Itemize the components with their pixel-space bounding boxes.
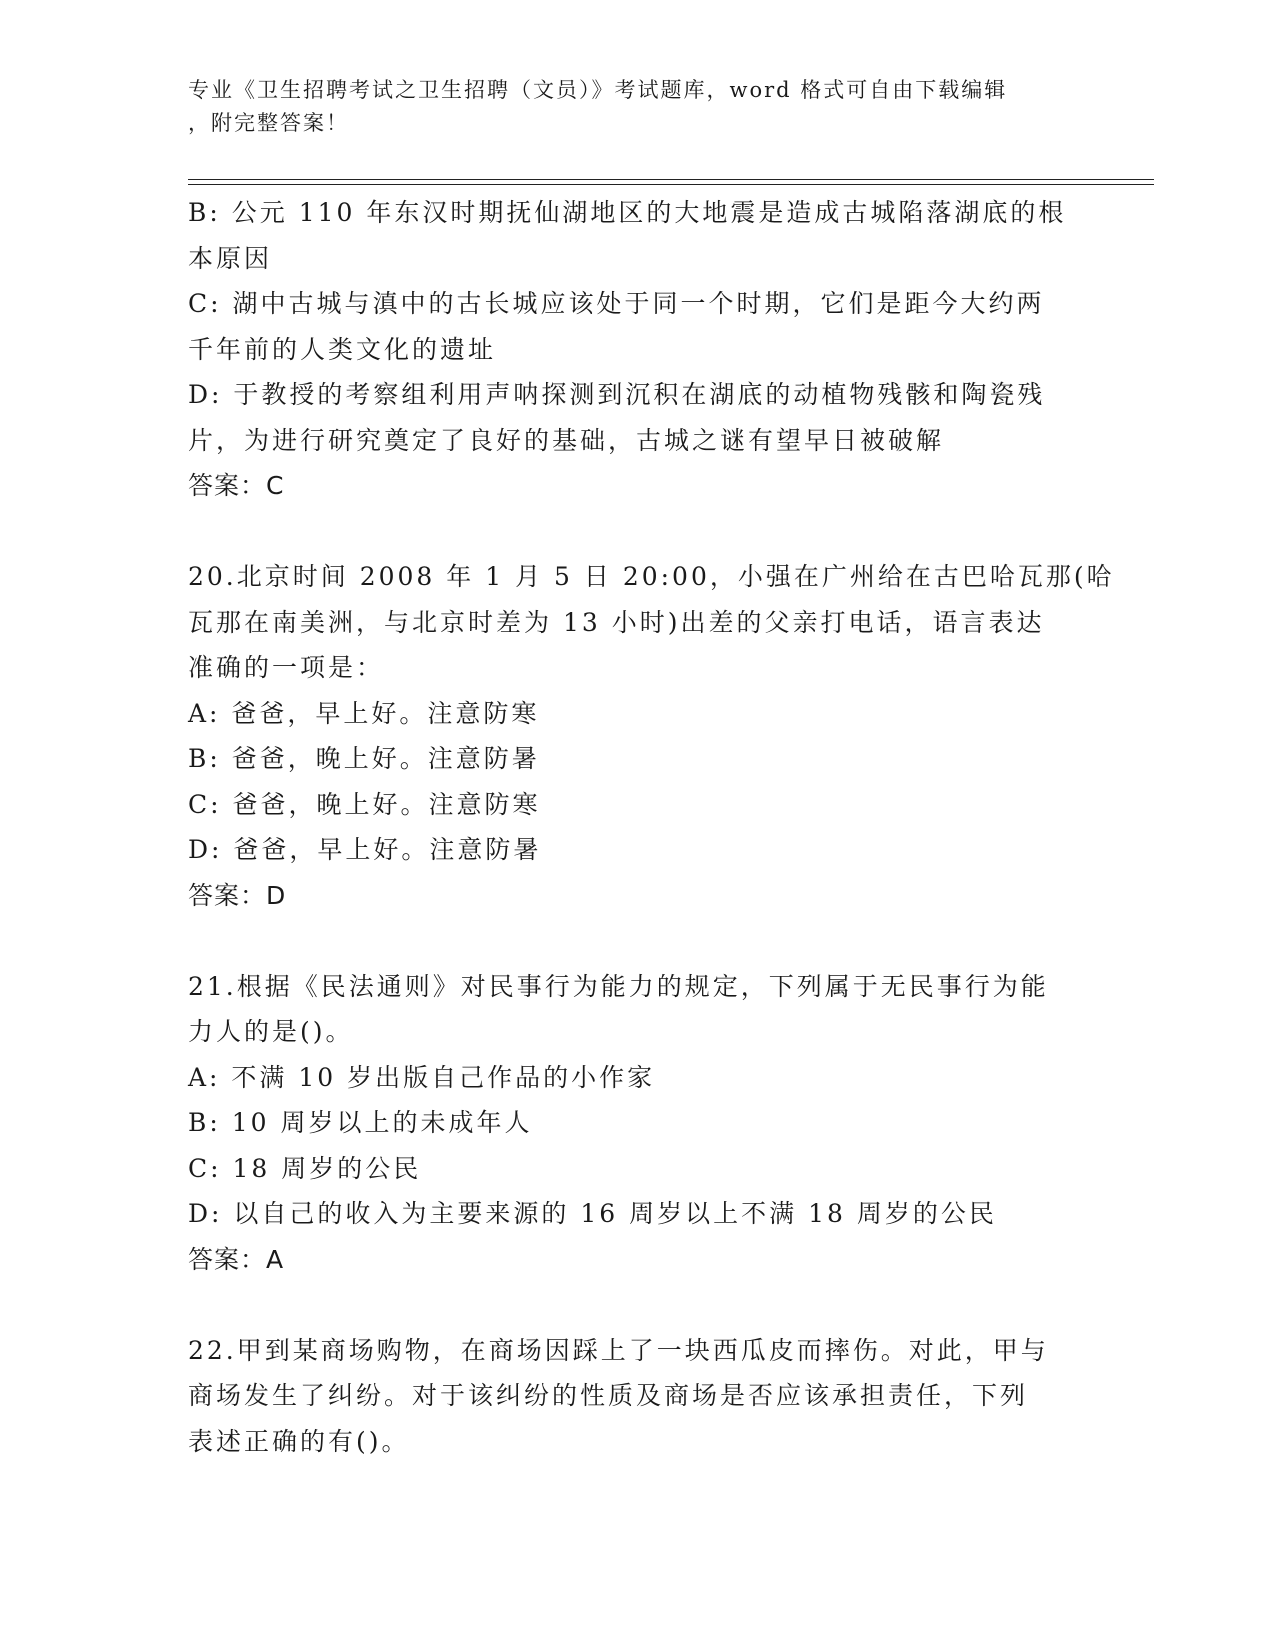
option-b: B: 10 周岁以上的未成年人: [188, 1108, 533, 1137]
question-stem-line-2: 商场发生了纠纷。对于该纠纷的性质及商场是否应该承担责任，下列: [188, 1381, 1029, 1410]
header-divider-top: [188, 179, 1154, 180]
option-d-line-1: D: 于教授的考察组利用声呐探测到沉积在湖底的动植物残骸和陶瓷残: [188, 380, 1046, 409]
question-stem-line-3: 准确的一项是：: [188, 653, 385, 682]
header-divider-bottom: [188, 184, 1154, 185]
option-c-line-2: 千年前的人类文化的遗址: [188, 334, 497, 364]
option-b-line-1: B: 公元 110 年东汉时期抚仙湖地区的大地震是造成古城陷落湖底的根: [188, 198, 1067, 227]
option-b: B: 爸爸，晚上好。注意防暑: [188, 744, 540, 773]
option-b-line-2: 本原因: [188, 243, 273, 273]
answer-line: 答案：C: [188, 471, 285, 500]
header-line-2: ，附完整答案！: [188, 111, 349, 135]
question-stem-line-1: 22.甲到某商场购物，在商场因踩上了一块西瓜皮而摔伤。对此，甲与: [188, 1335, 1049, 1365]
document-body: [188, 190, 1115, 1464]
option-a: A: 爸爸，早上好。注意防寒: [188, 698, 540, 728]
question-stem-line-2: 瓦那在南美洲，与北京时差为 13 小时)出差的父亲打电话，语言表达: [188, 607, 1045, 637]
question-stem-line-3: 表述正确的有()。: [188, 1426, 410, 1456]
option-c: C: 爸爸，晚上好。注意防寒: [188, 789, 541, 819]
spacer: [188, 918, 1078, 964]
page-header: [188, 74, 1068, 140]
option-d: D: 以自己的收入为主要来源的 16 周岁以上不满 18 周岁的公民: [188, 1199, 997, 1228]
question-20: [188, 554, 1115, 918]
question-22: [188, 1328, 1078, 1465]
spacer: [188, 1282, 1078, 1328]
question-stem-line-1: 20.北京时间 2008 年 1 月 5 日 20:00，小强在广州给在古巴哈瓦那(哈: [188, 562, 1115, 591]
option-d-line-2: 片，为进行研究奠定了良好的基础，古城之谜有望早日被破解: [188, 425, 945, 455]
question-19-continued: [188, 190, 1078, 509]
answer-line: 答案：A: [188, 1244, 285, 1274]
option-c-line-1: C: 湖中古城与滇中的古长城应该处于同一个时期，它们是距今大约两: [188, 289, 1045, 318]
answer-line: 答案：D: [188, 880, 287, 910]
question-stem-line-2: 力人的是()。: [188, 1017, 354, 1046]
option-a: A: 不满 10 岁出版自己作品的小作家: [188, 1062, 656, 1092]
question-21: [188, 964, 1078, 1283]
spacer: [188, 509, 1078, 555]
option-d: D: 爸爸，早上好。注意防暑: [188, 835, 542, 864]
option-c: C: 18 周岁的公民: [188, 1153, 422, 1183]
header-line-1: 专业《卫生招聘考试之卫生招聘（文员）》考试题库，word 格式可自由下载编辑: [188, 78, 1008, 102]
question-stem-line-1: 21.根据《民法通则》对民事行为能力的规定，下列属于无民事行为能: [188, 971, 1049, 1001]
